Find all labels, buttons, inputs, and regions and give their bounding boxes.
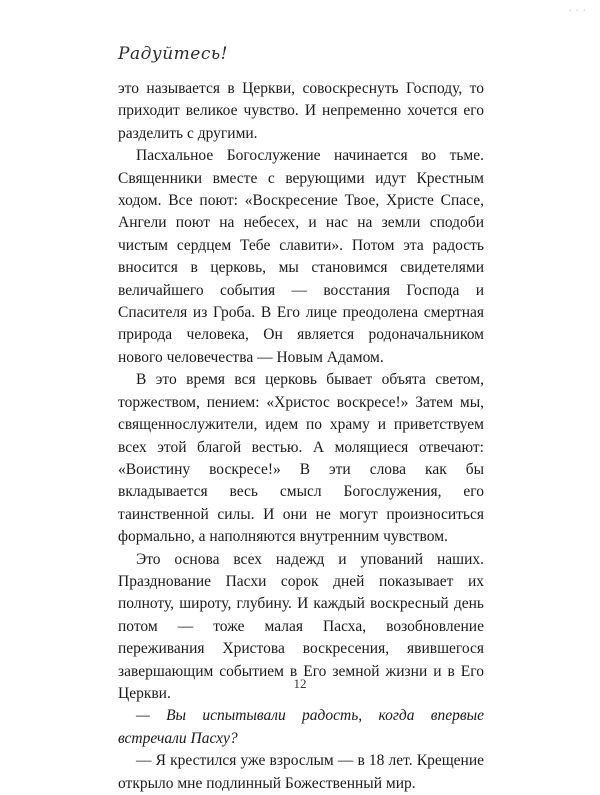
paragraph: Пасхальное Богослужение начинается во тьме. Священники вместе с верующими идут Крестным ходом. Все поют: «Воскресение Твое, Христе Спасе, Ангели поют на небесех, и нас на земли сподоби чистым сердцем Тебе славити». Потом эта радость вносится в церковь, мы становимся свидетелями величайшего события — восстания Господа и Спасителя из Гроба. В Его лице преодолена смертная природа человека, Он является родоначальником нового человечества — Новым Адамом.	[118, 147, 484, 366]
interview-question: — Вы испытывали радость, когда впервые встречали Пасху?	[118, 707, 484, 747]
paragraph: Это основа всех надежд и упований наших. Празднование Пасхи сорок дней показывает их полноту, широту, глубину. И каждый воскресный день потом — тоже малая Пасха, возобновление переживания Христова воскресения, явившегося завершающим событием в Его земной жизни и в Его Церкви.	[118, 550, 484, 702]
running-title: Радуйтесь!	[118, 44, 228, 64]
paragraph-continuation: это называется в Церкви, совоскреснуть Господу, то приходит великое чувство. И непременно хочется его разделить с другими.	[118, 80, 484, 142]
corner-mark: · · ·	[568, 4, 586, 17]
interview-answer: — Я крестился уже взрослым — в 18 лет. Крещение открыло мне подлинный Божественный мир.	[118, 752, 484, 792]
page-number: 12	[293, 676, 307, 691]
paragraph: В это время вся церковь бывает объята светом, торжеством, пением: «Христос воскресе!» Затем мы, священнослужители, идем по храму и приветствуем всех этой благой вестью. А молящиеся отвечают: «Воистину воскресе!» В эти слова как бы вкладывается весь смысл Богослужения, его таинственной силы. И они не могут произноситься формально, а наполняются внутренним чувством.	[118, 371, 484, 546]
